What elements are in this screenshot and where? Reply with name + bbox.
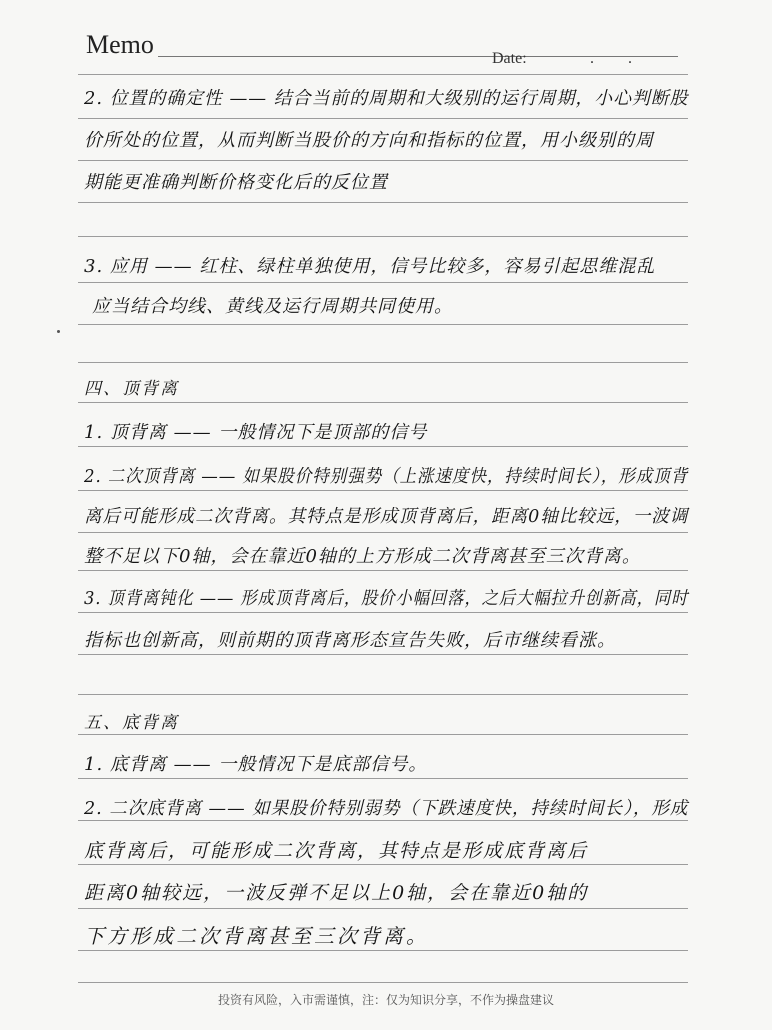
ruled-line bbox=[78, 202, 688, 203]
note-line: 3. 顶背离钝化 —— 形成顶背离后，股价小幅回落，之后大幅拉升创新高，同时 bbox=[84, 588, 689, 609]
ruled-line bbox=[78, 654, 688, 655]
ruled-line bbox=[78, 236, 688, 237]
note-line: 3. 应用 —— 红柱、绿柱单独使用，信号比较多，容易引起思维混乱 bbox=[84, 256, 656, 277]
note-line: 1. 顶背离 —— 一般情况下是顶部的信号 bbox=[84, 422, 428, 443]
date-dot: . bbox=[590, 50, 594, 67]
ruled-line bbox=[78, 402, 688, 403]
ruled-line bbox=[78, 734, 688, 735]
ruled-line bbox=[78, 446, 688, 447]
ruled-line bbox=[78, 612, 688, 613]
ruled-line bbox=[78, 532, 688, 533]
ruled-line bbox=[78, 570, 688, 571]
ruled-line bbox=[78, 982, 688, 983]
ruled-line bbox=[78, 908, 688, 909]
note-line: 整不足以下0轴，会在靠近0轴的上方形成二次背离甚至三次背离。 bbox=[84, 546, 641, 567]
ruled-line bbox=[78, 778, 688, 779]
note-line: 1. 底背离 —— 一般情况下是底部信号。 bbox=[84, 754, 428, 775]
note-line: 期能更准确判断价格变化后的反位置 bbox=[84, 172, 388, 193]
date-label: Date: bbox=[492, 50, 527, 67]
note-line: 底背离后，可能形成二次背离，其特点是形成底背离后 bbox=[84, 840, 589, 862]
footer-disclaimer: 投资有风险，入市需谨慎，注：仅为知识分享，不作为操盘建议 bbox=[217, 993, 554, 1007]
ruled-line bbox=[78, 820, 688, 821]
title-underline bbox=[158, 56, 678, 57]
note-line: 价所处的位置，从而判断当股价的方向和指标的位置，用小级别的周 bbox=[84, 130, 654, 151]
note-line: 2. 二次顶背离 —— 如果股价特别强势（上涨速度快，持续时间长），形成顶背 bbox=[84, 466, 689, 487]
ruled-line bbox=[78, 324, 688, 325]
note-line: 距离0轴较远，一波反弹不足以上0轴，会在靠近0轴的 bbox=[84, 882, 589, 904]
note-line: 下方形成二次背离甚至三次背离。 bbox=[84, 924, 429, 948]
section-heading: 五、底背离 bbox=[84, 713, 179, 733]
note-line: 离后可能形成二次背离。其特点是形成顶背离后，距离0轴比较远，一波调 bbox=[84, 506, 689, 527]
ruled-line bbox=[78, 282, 688, 283]
date-dot: . bbox=[628, 50, 632, 67]
ruled-line bbox=[78, 950, 688, 951]
ruled-line bbox=[78, 490, 688, 491]
note-line: 指标也创新高，则前期的顶背离形态宣告失败，后市继续看涨。 bbox=[84, 630, 616, 651]
note-line: 2. 二次底背离 —— 如果股价特别弱势（下跌速度快，持续时间长），形成 bbox=[84, 798, 689, 819]
ruled-line bbox=[78, 74, 688, 75]
paper-speck bbox=[57, 330, 60, 333]
note-line: 应当结合均线、黄线及运行周期共同使用。 bbox=[92, 296, 453, 317]
ruled-line bbox=[78, 118, 688, 119]
ruled-line bbox=[78, 160, 688, 161]
ruled-line bbox=[78, 362, 688, 363]
ruled-line bbox=[78, 864, 688, 865]
note-line: 2. 位置的确定性 —— 结合当前的周期和大级别的运行周期，小心判断股 bbox=[84, 88, 689, 109]
section-heading: 四、顶背离 bbox=[84, 379, 179, 399]
memo-title: Memo bbox=[86, 30, 154, 59]
ruled-line bbox=[78, 694, 688, 695]
